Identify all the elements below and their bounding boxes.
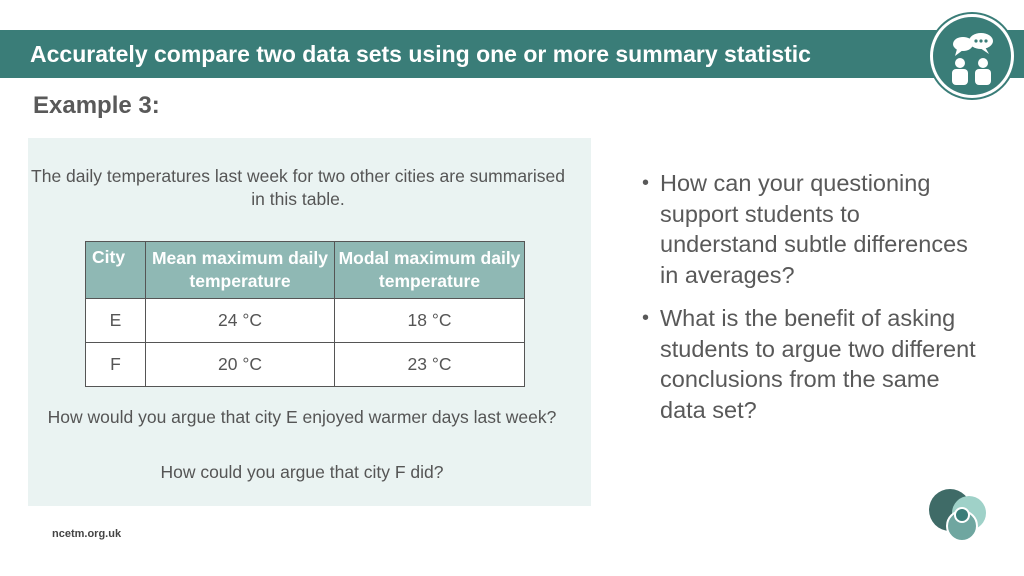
table-cell: F bbox=[86, 343, 146, 387]
example-panel bbox=[28, 138, 591, 506]
reflection-bullets bbox=[640, 168, 980, 438]
column-header: Mean maximum daily temperature bbox=[146, 242, 335, 299]
discussion-people-icon bbox=[930, 14, 1014, 98]
question-city-e: How would you argue that city E enjoyed warmer days last week? bbox=[47, 407, 557, 427]
table-header-row bbox=[86, 242, 525, 299]
column-header: City bbox=[86, 242, 146, 299]
slide-title: Accurately compare two data sets using one or more summary statistic bbox=[30, 41, 811, 67]
table-row bbox=[86, 299, 525, 343]
footer-url: ncetm.org.uk bbox=[52, 528, 122, 540]
table-cell: 20 °C bbox=[146, 343, 335, 387]
temperature-table bbox=[85, 241, 525, 387]
list-item bbox=[640, 303, 980, 425]
bullet-text: How can your questioning support students to understand subtle differences in averages? bbox=[660, 170, 968, 288]
table-cell: E bbox=[86, 299, 146, 343]
example-heading: Example 3: bbox=[33, 92, 160, 119]
list-item bbox=[640, 168, 980, 290]
column-header: Modal maximum daily temperature bbox=[335, 242, 525, 299]
circles-logo-icon bbox=[926, 486, 990, 546]
title-bar bbox=[0, 30, 1024, 78]
intro-text: The daily temperatures last week for two other cities are summarised in this table. bbox=[31, 166, 565, 209]
table-row bbox=[86, 343, 525, 387]
question-city-f: How could you argue that city F did? bbox=[160, 462, 444, 482]
bullet-icon: • bbox=[642, 307, 650, 329]
bullet-text: What is the benefit of asking students to argue two different conclusions from the same data set? bbox=[660, 305, 976, 423]
table-cell: 24 °C bbox=[146, 299, 335, 343]
table-cell: 23 °C bbox=[335, 343, 525, 387]
bullet-icon: • bbox=[642, 172, 650, 194]
table-cell: 18 °C bbox=[335, 299, 525, 343]
